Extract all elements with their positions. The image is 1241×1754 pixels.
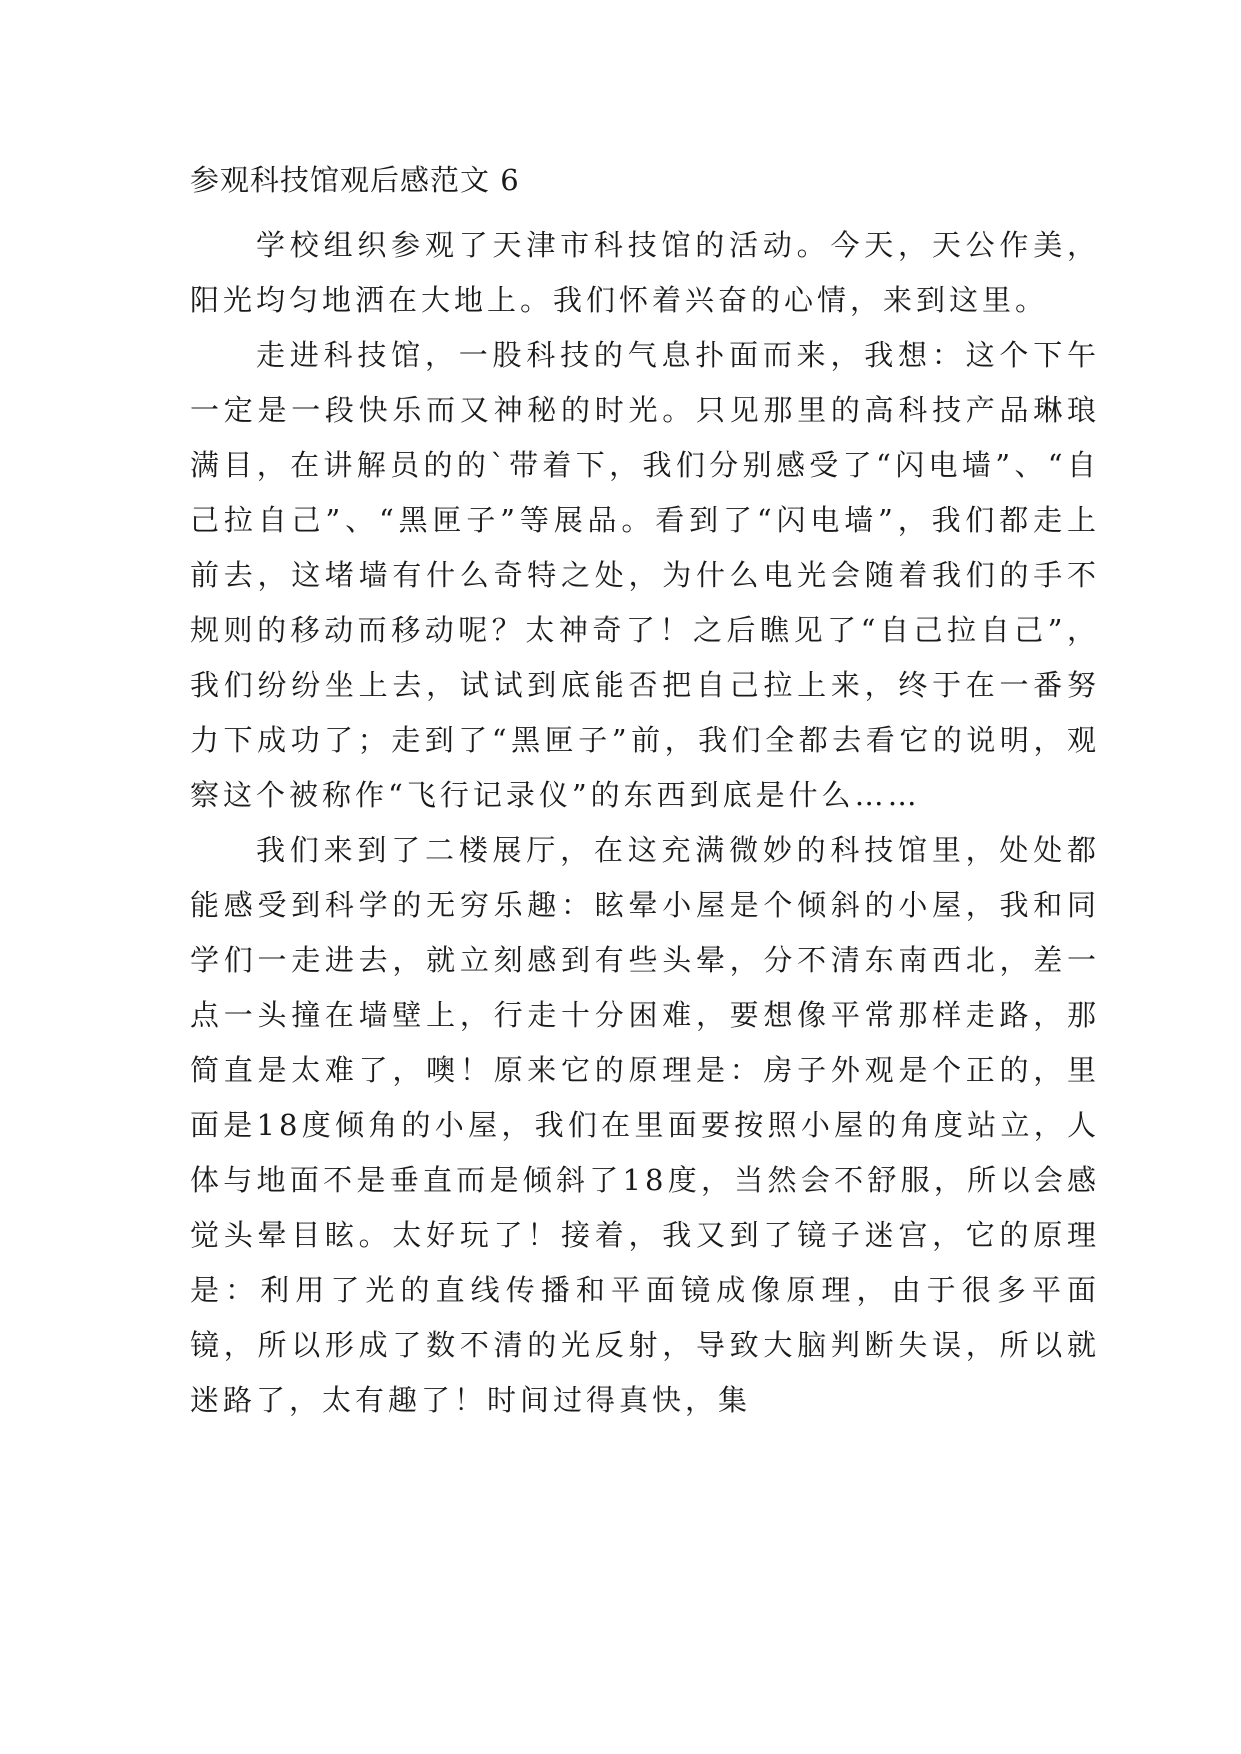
document-title: 参观科技馆观后感范文 6: [190, 163, 520, 197]
paragraph-intro: 学校组织参观了天津市科技馆的活动。今天，天公作美，阳光均匀地洒在大地上。我们怀着兴奋的心情，来到这里。: [190, 228, 1100, 317]
paragraph-second-floor: 我们来到了二楼展厅，在这充满微妙的科技馆里，处处都能感受到科学的无穷乐趣：眩晕小屋是个倾斜的小屋，我和同学们一走进去，就立刻感到有些头晕，分不清东南西北，差一点一头撞在墙壁上，行走十分困难，要想像平常那样走路，那简直是太难了，噢！原来它的原理是：房子外观是个正的，里面是18度倾角的小屋，我们在里面要按照小屋的角度站立，人体与地面不是垂直而是倾斜了18度，当然会不舒服，所以会感觉头晕目眩。太好玩了！接着，我又到了镜子迷宫，它的原理是：利用了光的直线传播和平面镜成像原理，由于很多平面镜，所以形成了数不清的光反射，导致大脑判断失误，所以就迷路了，太有趣了！时间过得真快，集: [190, 833, 1100, 1417]
paragraph-exhibits: 走进科技馆，一股科技的气息扑面而来，我想：这个下午一定是一段快乐而又神秘的时光。只见那里的高科技产品琳琅满目，在讲解员的的`带着下，我们分别感受了“闪电墙”、“自己拉自己”、“黑匣子”等展品。看到了“闪电墙”，我们都走上前去，这堵墙有什么奇特之处，为什么电光会随着我们的手不规则的移动而移动呢？太神奇了！之后瞧见了“自己拉自己”，我们纷纷坐上去，试试到底能否把自己拉上来，终于在一番努力下成功了；走到了“黑匣子”前，我们全都去看它的说明，观察这个被称作“飞行记录仪”的东西到底是什么……: [190, 338, 1100, 812]
document-body: [190, 218, 1100, 1428]
